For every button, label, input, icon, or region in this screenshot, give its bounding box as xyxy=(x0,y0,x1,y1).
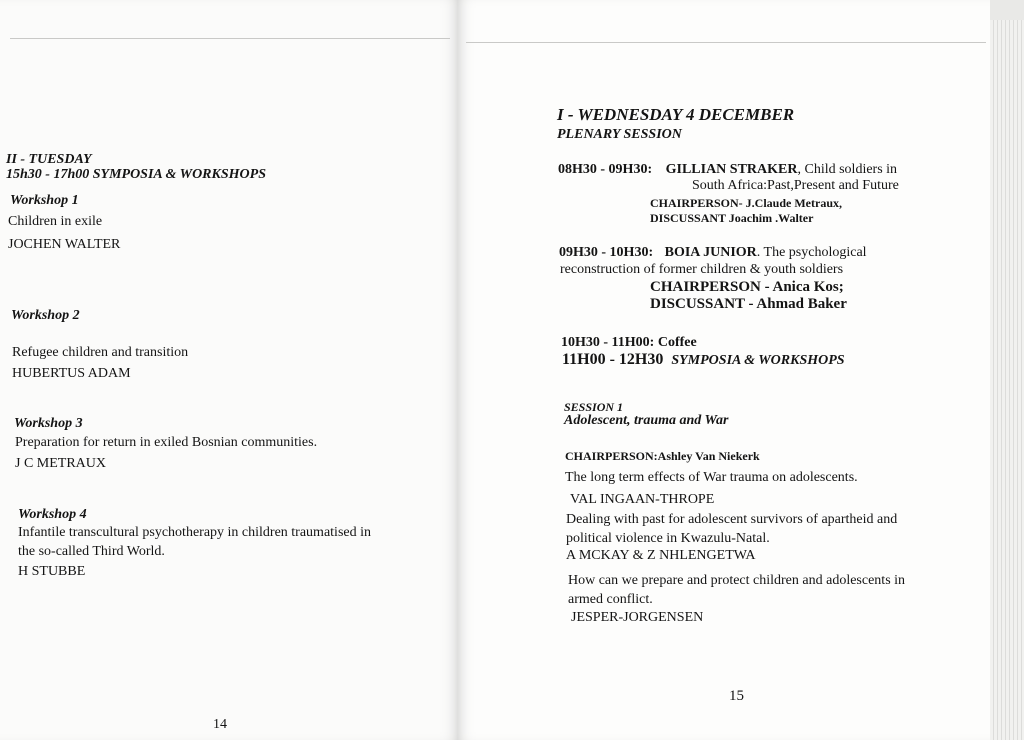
slot-speaker: GILLIAN STRAKER xyxy=(665,162,798,177)
workshop-topic: Refugee children and transition xyxy=(12,345,189,360)
session-label: SESSION 1 xyxy=(564,400,624,414)
session-title: Adolescent, trauma and War xyxy=(564,413,729,428)
slot-chair: CHAIRPERSON- J.Claude Metraux, xyxy=(650,196,842,210)
coffee-break: 10H30 - 11H00: Coffee xyxy=(561,335,697,350)
left-page xyxy=(0,0,458,740)
slot-discussant: DISCUSSANT Joachim .Walter xyxy=(650,211,814,225)
slot-discussant: DISCUSSANT - Ahmad Baker xyxy=(650,296,847,312)
workshop-topic-line1: Infantile transcultural psychotherapy in children traumatised in xyxy=(18,525,371,540)
slot-chair: CHAIRPERSON - Anica Kos; xyxy=(650,279,844,295)
workshop-speaker: JOCHEN WALTER xyxy=(8,237,121,252)
day-heading: II - TUESDAY xyxy=(6,152,92,167)
workshop-speaker: HUBERTUS ADAM xyxy=(12,366,131,381)
workshop-title: Workshop 3 xyxy=(14,416,83,431)
time-heading: 15h30 - 17h00 SYMPOSIA & WORKSHOPS xyxy=(6,167,266,182)
session-chair: CHAIRPERSON:Ashley Van Niekerk xyxy=(565,449,760,463)
workshop-title: Workshop 4 xyxy=(18,507,87,522)
slot-time: 09H30 - 10H30: xyxy=(559,245,654,260)
talk-speaker: A MCKAY & Z NHLENGETWA xyxy=(566,548,756,563)
workshop-title: Workshop 2 xyxy=(11,308,80,323)
talk-title-line1: Dealing with past for adolescent survivors of apartheid and xyxy=(566,512,898,527)
page-edges xyxy=(990,20,1024,740)
top-rule xyxy=(466,42,986,43)
symposia-label: SYMPOSIA & WORKSHOPS xyxy=(671,353,845,368)
talk-title: The long term effects of War trauma on adolescents. xyxy=(565,470,858,485)
page-number: 14 xyxy=(213,717,227,732)
slot-title-line2: South Africa:Past,Present and Future xyxy=(692,178,899,193)
page-number: 15 xyxy=(729,688,744,704)
session-heading: PLENARY SESSION xyxy=(557,127,682,142)
day-heading: I - WEDNESDAY 4 DECEMBER xyxy=(557,105,795,124)
slot-speaker: BOIA JUNIOR xyxy=(664,245,757,260)
slot-title: . The psychological xyxy=(756,245,867,260)
workshop-speaker: J C METRAUX xyxy=(15,456,107,471)
workshop-topic: Preparation for return in exiled Bosnian communities. xyxy=(15,435,318,450)
slot-line xyxy=(559,245,867,261)
workshop-topic-line2: the so-called Third World. xyxy=(18,544,165,559)
right-page xyxy=(458,0,990,740)
top-rule xyxy=(10,38,450,39)
talk-title-line2: armed conflict. xyxy=(568,592,653,607)
slot-title: , Child soldiers in xyxy=(797,162,898,177)
talk-title-line2: political violence in Kwazulu-Natal. xyxy=(566,531,770,546)
workshop-topic: Children in exile xyxy=(8,214,103,229)
workshop-speaker: H STUBBE xyxy=(18,564,86,579)
symposia-time: 11H00 - 12H30 xyxy=(562,351,664,368)
talk-title-line1: How can we prepare and protect children and adolescents in xyxy=(568,573,906,588)
talk-speaker: VAL INGAAN-THROPE xyxy=(570,492,715,507)
talk-speaker: JESPER-JORGENSEN xyxy=(571,610,704,625)
slot-time: 08H30 - 09H30: xyxy=(558,162,653,177)
slot-title-line2: reconstruction of former children & youth soldiers xyxy=(560,262,844,277)
symposia-heading xyxy=(562,351,845,369)
slot-line xyxy=(558,162,897,178)
workshop-title: Workshop 1 xyxy=(10,193,79,208)
